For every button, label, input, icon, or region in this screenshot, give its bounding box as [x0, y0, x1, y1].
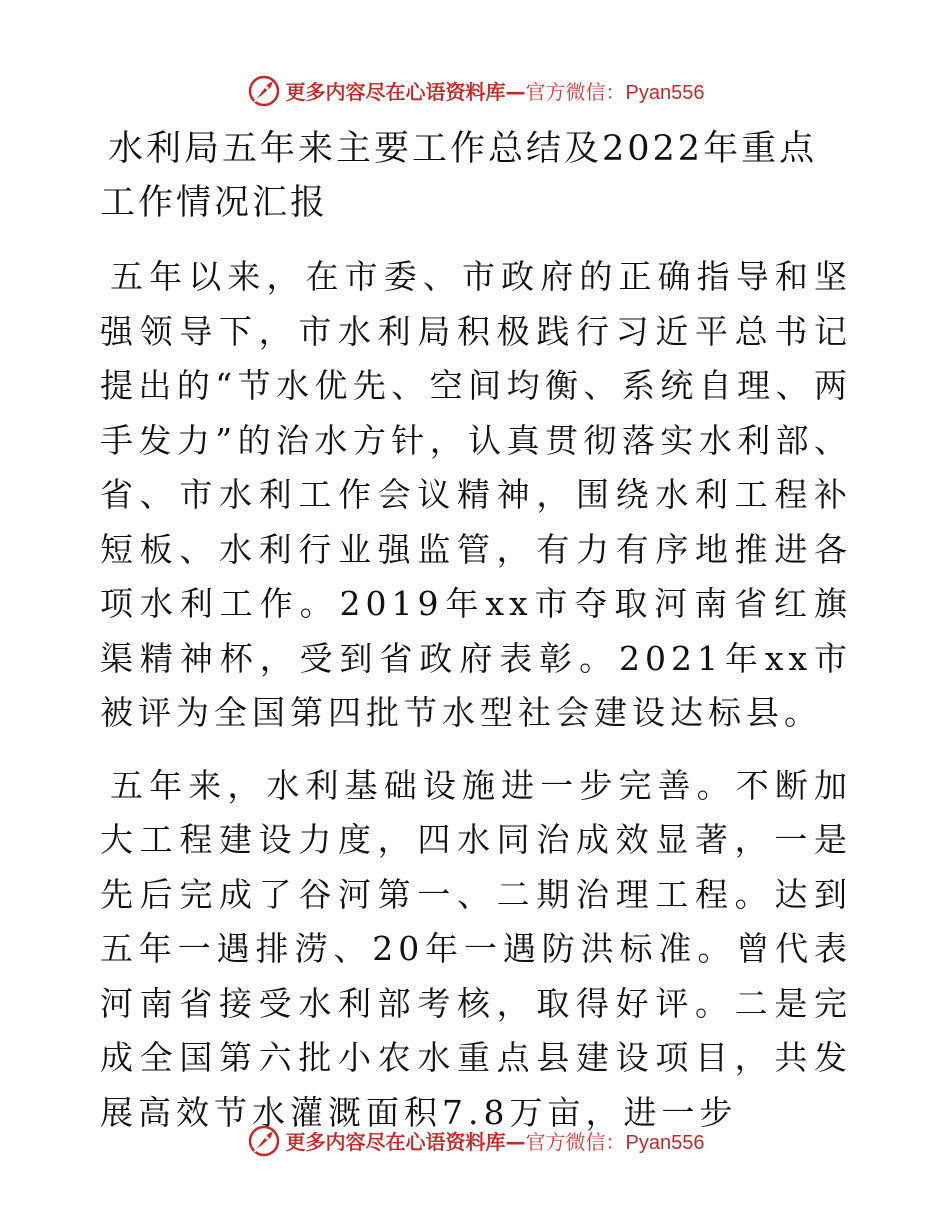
paragraph-1: 五年以来，在市委、市政府的正确指导和坚强领导下，市水利局积极践行习近平总书记提出的“节水优先、空间均衡、系统自理、两手发力”的治水方针，认真贯彻落实水利部、省、市水利工作会议精神，围绕水利工程补短板、水利行业强监管，有力有序地推进各项水利工作。2019年xx市夺取河南省红旗渠精神杯，受到省政府表彰。2021年xx市被评为全国第四批节水型社会建设达标县。 — [100, 257, 852, 732]
document-body — [100, 122, 860, 1140]
watermark-main-text: 更多内容尽在心语资料库 — [285, 1129, 506, 1154]
pen-nib-logo-icon — [246, 72, 282, 108]
watermark-contact-label: 官方微信： — [525, 79, 626, 104]
paragraph-2: 五年来，水利基础设施进一步完善。不断加大工程建设力度，四水同治成效显著，一是先后完成了谷河第一、二期治理工程。达到五年一遇排涝、20年一遇防洪标准。曾代表河南省接受水利部考核，取得好评。二是完成全国第六批小农水重点县建设项目，共发展高效节水灌溉面积7.8万亩，进一步 — [100, 765, 852, 1132]
watermark-contact-id: Pyan556 — [625, 81, 705, 104]
pen-nib-logo-icon — [246, 1122, 282, 1158]
watermark-dash: — — [505, 79, 526, 104]
watermark-dash: — — [505, 1129, 526, 1154]
watermark-contact-id: Pyan556 — [625, 1131, 705, 1154]
watermark-footer — [0, 1120, 950, 1160]
watermark-header — [0, 70, 950, 110]
watermark-contact-label: 官方微信： — [525, 1129, 626, 1154]
document-title: 水利局五年来主要工作总结及2022年重点工作情况汇报 — [100, 129, 818, 223]
watermark-main-text: 更多内容尽在心语资料库 — [285, 79, 506, 104]
